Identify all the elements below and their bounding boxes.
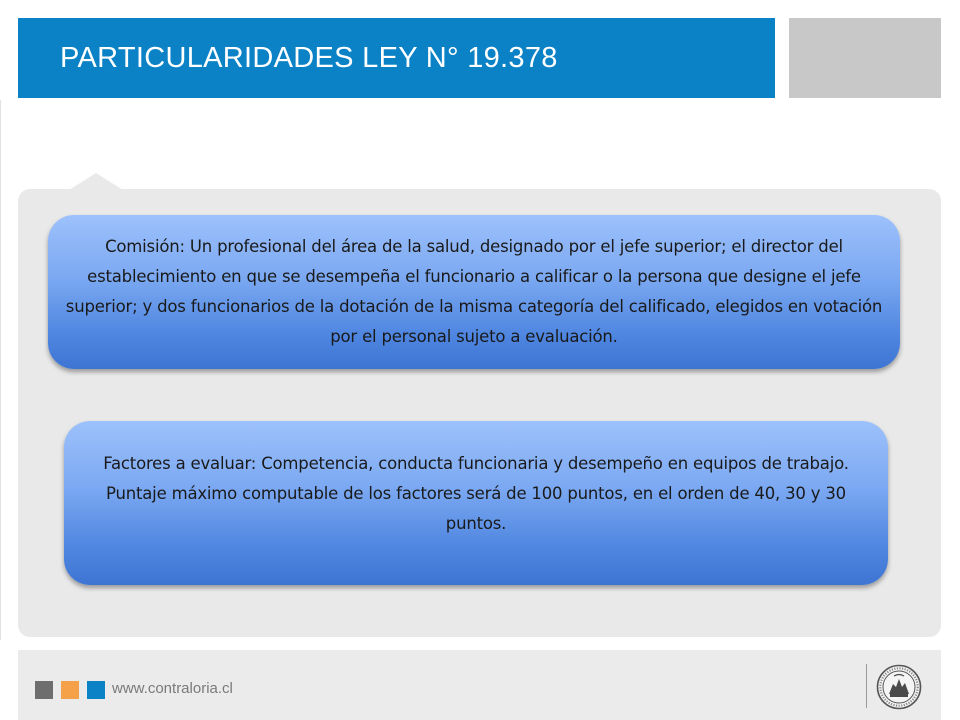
footer-divider: [866, 664, 867, 708]
footer-square-gray: [35, 681, 53, 699]
header-gray-tab: [789, 18, 941, 98]
commission-box: [48, 215, 900, 369]
panel-notch: [69, 173, 123, 190]
title-bar: [18, 18, 775, 98]
left-edge-rule: [0, 100, 1, 640]
footer-square-orange: [61, 681, 79, 699]
commission-text: Comisión: Un profesional del área de la salud, designado por el jefe superior; el director del establecimiento en que se desempeña el funcionario a calificar o la persona que designe el jefe superior; y dos funcionarios de la dotación de la misma categoría del calificado, elegidos en votación por el personal sujeto a evaluación.: [65, 237, 883, 346]
footer-square-blue: [87, 681, 105, 699]
factors-box: [64, 421, 888, 585]
page-title: PARTICULARIDADES LEY N° 19.378: [60, 42, 558, 74]
factors-text: Factores a evaluar: Competencia, conducta funcionaria y desempeño en equipos de trabajo. Puntaje máximo computable de los factores será de 100 puntos, en el orden de 40, 30 y 30 puntos.: [103, 454, 849, 533]
footer-url-link[interactable]: www.contraloria.cl: [112, 680, 233, 697]
contraloria-seal-icon: [876, 664, 922, 710]
